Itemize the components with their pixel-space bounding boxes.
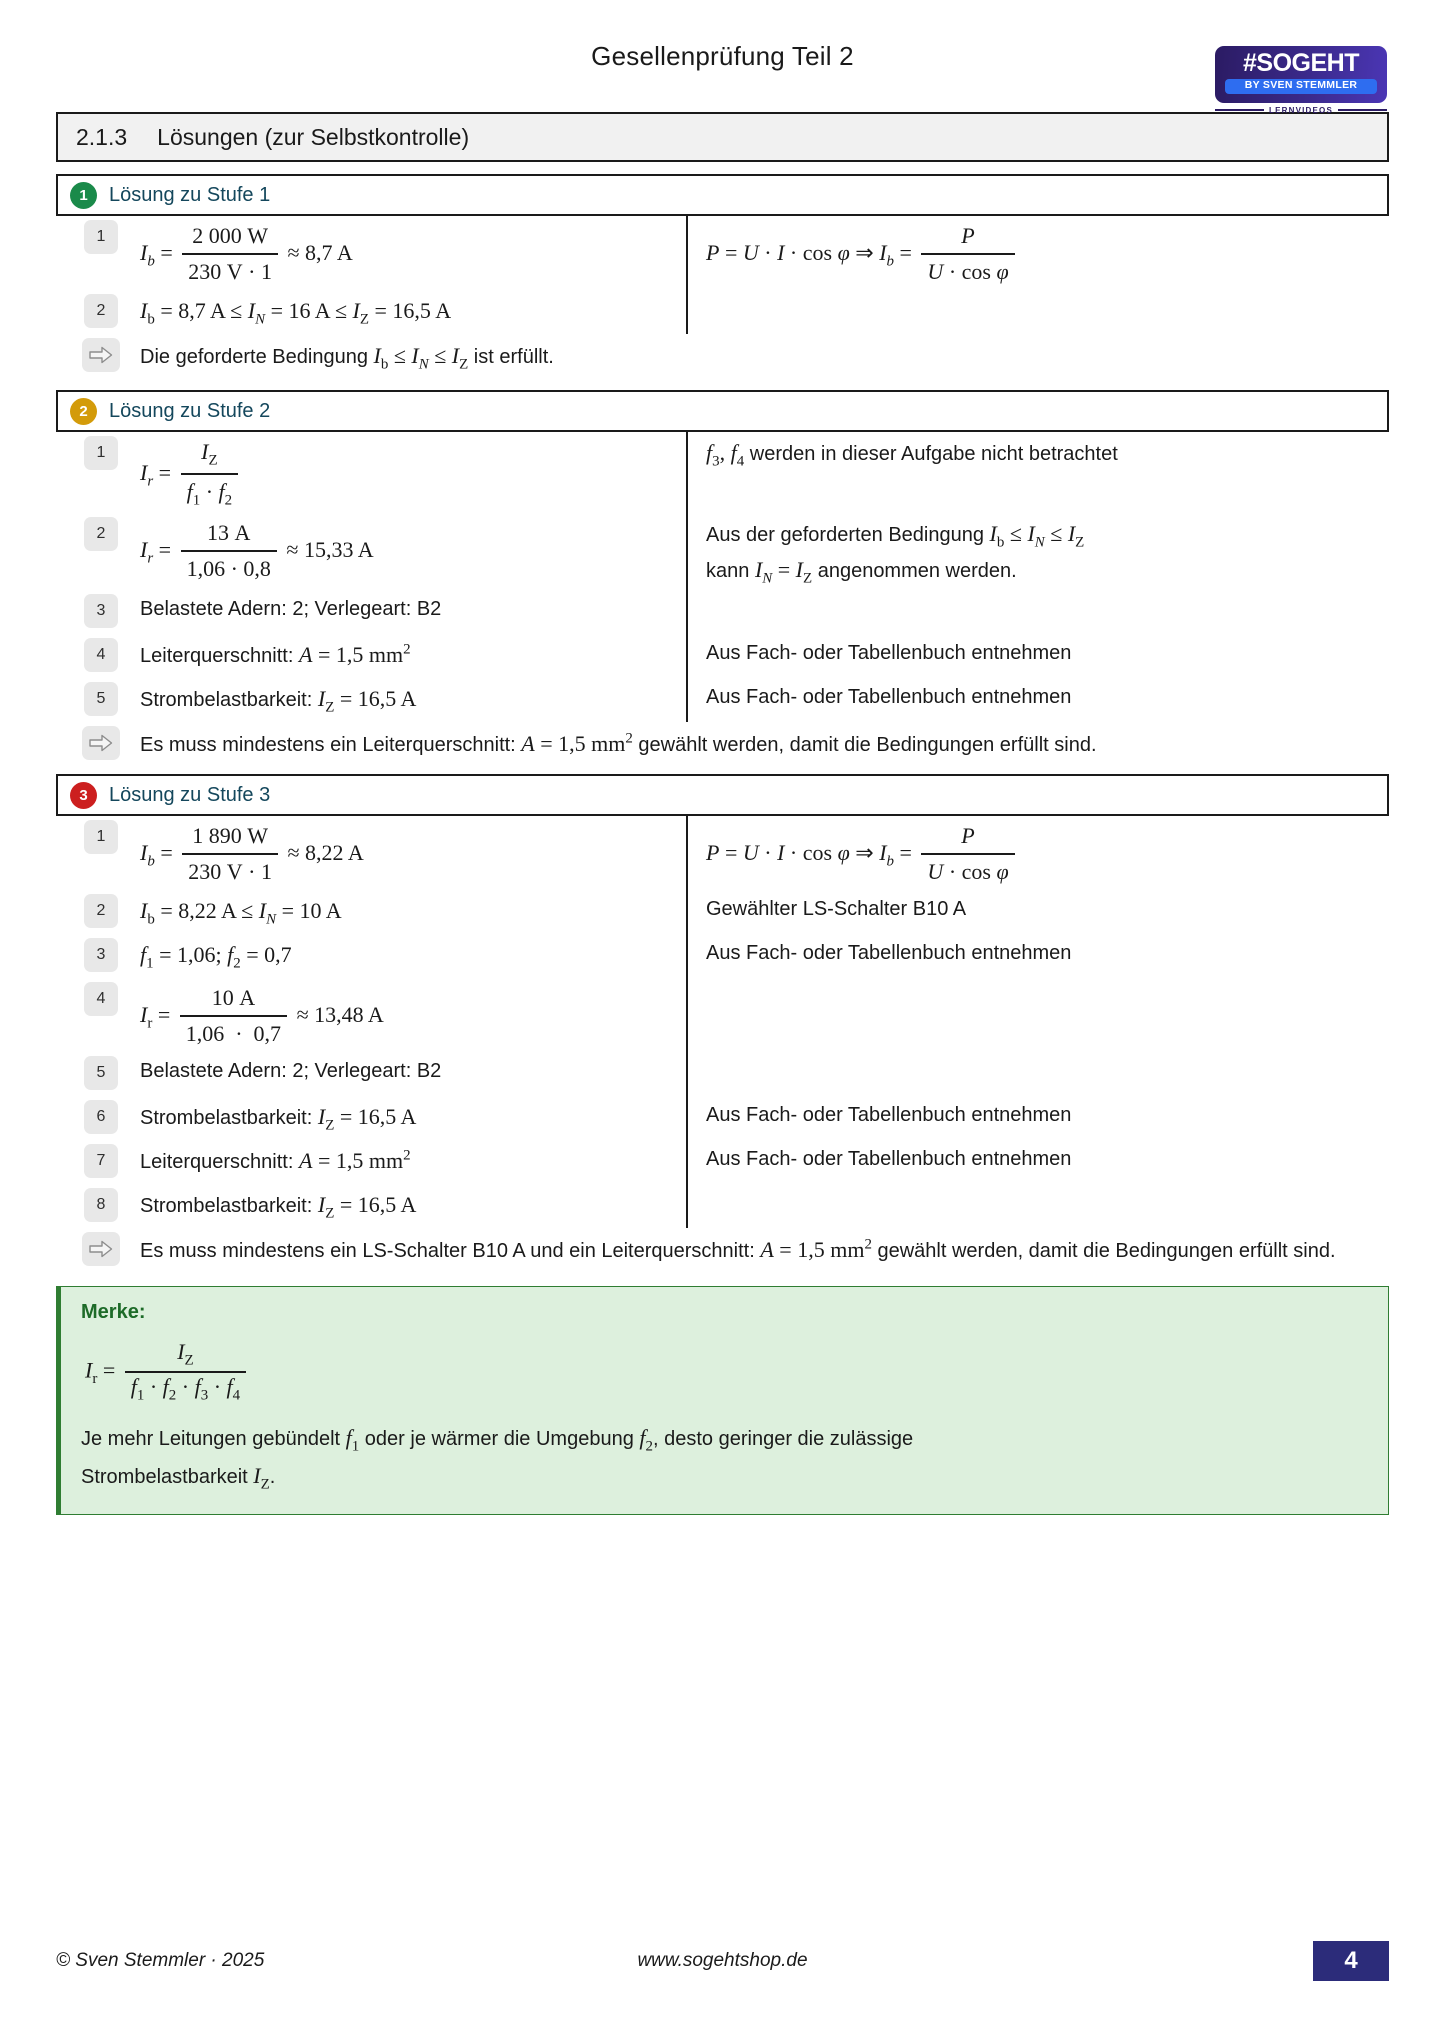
step-number: 2 — [84, 517, 118, 551]
table-row — [56, 934, 1389, 978]
row-left-cell — [56, 978, 686, 1051]
step-number: 8 — [84, 1188, 118, 1222]
note-tabellenbuch: Aus Fach- oder Tabellenbuch entnehmen — [686, 678, 1389, 722]
stufe-1-rows — [56, 216, 1389, 378]
brand-logo — [1215, 46, 1387, 115]
stufe-3-header — [56, 774, 1389, 816]
row-right-cell — [686, 590, 1389, 634]
step-number: 6 — [84, 1100, 118, 1134]
logo-bottom-label: LERNVIDEOS — [1269, 105, 1334, 115]
formula-ib-stufe3: $I_b$ = $\frac{1 890 W}{230 V \cdot 1}$ ≈ 8,22 A — [140, 816, 676, 889]
conclusion-text-stufe1: Die geforderte Bedingung $I_b \le I_N \le I_Z$ ist erfüllt. — [140, 343, 554, 373]
formula-ib-stufe1: $I_b$ = $\frac{2 000 W}{230 V \cdot 1}$ ≈ 8,7 A — [140, 216, 676, 289]
table-row — [56, 1140, 1389, 1184]
logo-subtitle: BY SVEN STEMMLER — [1225, 79, 1377, 94]
merke-title: Merke: — [81, 1301, 146, 1324]
text-leiterquerschnitt: Leiterquerschnitt: A = 1,5 $mm^2$ — [140, 1147, 411, 1174]
step-number: 3 — [84, 594, 118, 628]
table-row-conclusion — [56, 722, 1389, 766]
section-number: 2.1.3 — [76, 123, 128, 150]
footer-page-area — [949, 1941, 1389, 1981]
text-belastete-adern: Belastete Adern: 2; Verlegeart: B2 — [140, 1060, 442, 1083]
formula-ir-stufe2: $I_r$ = $\frac{I_Z}{f_1 \cdot f_2}$ — [140, 432, 676, 513]
table-row — [56, 432, 1389, 513]
row-left-cell — [56, 1052, 686, 1090]
right-arrow-icon — [82, 338, 120, 372]
formula-power-stufe3: P = U · I · cos φ ⇒ $I_b$ = $\frac{P}{\text{U · cos φ}}$ — [686, 816, 1389, 890]
step-number: 5 — [84, 1056, 118, 1090]
row-left-cell — [56, 1096, 686, 1137]
conclusion-text-stufe2: Es muss mindestens ein Leiterquerschnitt: A = 1,5 $mm^2$ gewählt werden, damit die Bedingungen erfüllt sind. — [140, 730, 1097, 757]
stufe-2-badge: 2 — [70, 398, 97, 425]
row-right-cell — [686, 290, 1389, 334]
row-left-cell — [56, 432, 686, 513]
table-row — [56, 1096, 1389, 1140]
stufe-3-badge: 3 — [70, 782, 97, 809]
note-tabellenbuch: Aus Fach- oder Tabellenbuch entnehmen — [686, 1140, 1389, 1184]
row-left-cell — [56, 934, 686, 975]
note-tabellenbuch: Aus Fach- oder Tabellenbuch entnehmen — [686, 634, 1389, 678]
table-row — [56, 216, 1389, 290]
step-number: 2 — [84, 294, 118, 328]
row-left-cell — [56, 678, 686, 719]
table-row — [56, 678, 1389, 722]
formula-power-stufe1: P = U · I · cos φ ⇒ $I_b$ = $\frac{P}{\text{U · cos φ}}$ — [686, 216, 1389, 290]
step-number: 3 — [84, 938, 118, 972]
text-leiterquerschnitt: Leiterquerschnitt: A = 1,5 $mm^2$ — [140, 641, 411, 668]
table-row — [56, 290, 1389, 334]
text-belastete-adern: Belastete Adern: 2; Verlegeart: B2 — [140, 598, 442, 621]
logo-wordmark: #SOGEHT — [1243, 49, 1359, 77]
step-number: 1 — [84, 436, 118, 470]
note-f34: $f_3$, $f_4$ werden in dieser Aufgabe nicht betrachtet — [686, 432, 1389, 513]
table-row — [56, 890, 1389, 934]
table-row — [56, 590, 1389, 634]
row-left-cell — [56, 634, 686, 672]
right-arrow-icon — [82, 726, 120, 760]
row-left-cell — [56, 590, 686, 628]
merke-text: Je mehr Leitungen gebündelt $f_1$ oder je wärmer die Umgebung $f_2$, desto geringer die zulässige Strombelastbarkeit $I_Z$. — [81, 1425, 914, 1492]
page-header — [0, 0, 1445, 115]
stufe-2-title: Lösung zu Stufe 2 — [109, 399, 271, 422]
row-left-cell — [56, 513, 686, 586]
conclusion-text-stufe3: Es muss mindestens ein LS-Schalter B10 A und ein Leiterquerschnitt: A = 1,5 $mm^2$ gewählt werden, damit die Bedingungen erfüllt sind. — [140, 1236, 1336, 1263]
note-tabellenbuch: Aus Fach- oder Tabellenbuch entnehmen — [686, 1096, 1389, 1140]
stufe-3-title: Lösung zu Stufe 3 — [109, 783, 271, 806]
row-left-cell — [56, 1140, 686, 1178]
logo-bottom-row — [1215, 106, 1387, 115]
formula-factors-stufe3: $f_1 = 1,06$; $f_2 = 0,7$ — [140, 942, 292, 972]
page-footer — [56, 1941, 1389, 1981]
formula-ib-compare-stufe3: $I_b = 8,22$ $A \le I_N = 10$ A — [140, 898, 342, 928]
row-left-cell — [56, 216, 686, 289]
table-row — [56, 634, 1389, 678]
text-strombelastbarkeit: Strombelastbarkeit: $I_Z = 16,5$ A — [140, 686, 417, 716]
table-row — [56, 1184, 1389, 1228]
stufe-2-rows — [56, 432, 1389, 766]
row-right-cell — [686, 978, 1389, 1052]
right-arrow-icon — [82, 1232, 120, 1266]
section-title: Lösungen (zur Selbstkontrolle) — [157, 123, 470, 150]
note-bedingung: Aus der geforderten Bedingung $I_b \le I_N \le I_Z$ kann $I_N = I_Z$ angenommen werden. — [686, 513, 1389, 590]
note-ls-schalter: Gewählter LS-Schalter B10 A — [686, 890, 1389, 934]
stufe-1-header — [56, 174, 1389, 216]
merke-formula: $I_r$ = $\frac{I_Z}{f_1 \cdot f_2 \cdot f_3 \cdot f_4}$ — [85, 1340, 1368, 1405]
section-title-bar — [56, 112, 1389, 162]
table-row — [56, 1052, 1389, 1096]
table-row-conclusion — [56, 334, 1389, 378]
step-number: 5 — [84, 682, 118, 716]
logo-rule-right — [1338, 109, 1387, 111]
text-strombelastbarkeit: Strombelastbarkeit: $I_Z = 16,5$ A — [140, 1104, 417, 1134]
row-left-cell — [56, 816, 686, 889]
stufe-1-badge: 1 — [70, 182, 97, 209]
step-number: 1 — [84, 220, 118, 254]
row-right-cell — [686, 1184, 1389, 1228]
logo-rule-left — [1215, 109, 1264, 111]
merke-box — [56, 1286, 1389, 1515]
row-right-cell — [686, 1052, 1389, 1096]
formula-ib-compare: $I_b = 8,7$ $A \le I_N = 16$ $A \le I_Z = 16,5$ A — [140, 298, 452, 328]
step-number: 1 — [84, 820, 118, 854]
note-tabellenbuch: Aus Fach- oder Tabellenbuch entnehmen — [686, 934, 1389, 978]
stufe-3-rows — [56, 816, 1389, 1272]
page-number: 4 — [1313, 1941, 1389, 1981]
step-number: 2 — [84, 894, 118, 928]
stufe-2-header — [56, 390, 1389, 432]
page-content — [0, 112, 1445, 1515]
footer-website: www.sogehtshop.de — [637, 1950, 808, 1971]
table-row — [56, 816, 1389, 890]
step-number: 4 — [84, 982, 118, 1016]
row-left-cell — [56, 290, 686, 331]
header-title: Gesellenprüfung Teil 2 — [591, 40, 854, 71]
step-number: 7 — [84, 1144, 118, 1178]
formula-ir-stufe3: $I_r$ = $\frac{10 A}{1,06 \cdot 0,7}$ ≈ 13,48 A — [140, 978, 676, 1051]
row-left-cell — [56, 890, 686, 931]
stufe-1-title: Lösung zu Stufe 1 — [109, 183, 271, 206]
row-left-cell — [56, 1184, 686, 1225]
table-row-conclusion — [56, 1228, 1389, 1272]
table-row — [56, 978, 1389, 1052]
formula-ir-value-stufe2: $I_r$ = $\frac{13 A}{1,06 \cdot 0,8}$ ≈ 15,33 A — [140, 513, 676, 586]
footer-copyright: © Sven Stemmler · 2025 — [56, 1950, 265, 1971]
logo-main-box — [1215, 46, 1387, 103]
table-row — [56, 513, 1389, 590]
step-number: 4 — [84, 638, 118, 672]
text-strombelastbarkeit: Strombelastbarkeit: $I_Z = 16,5$ A — [140, 1192, 417, 1222]
